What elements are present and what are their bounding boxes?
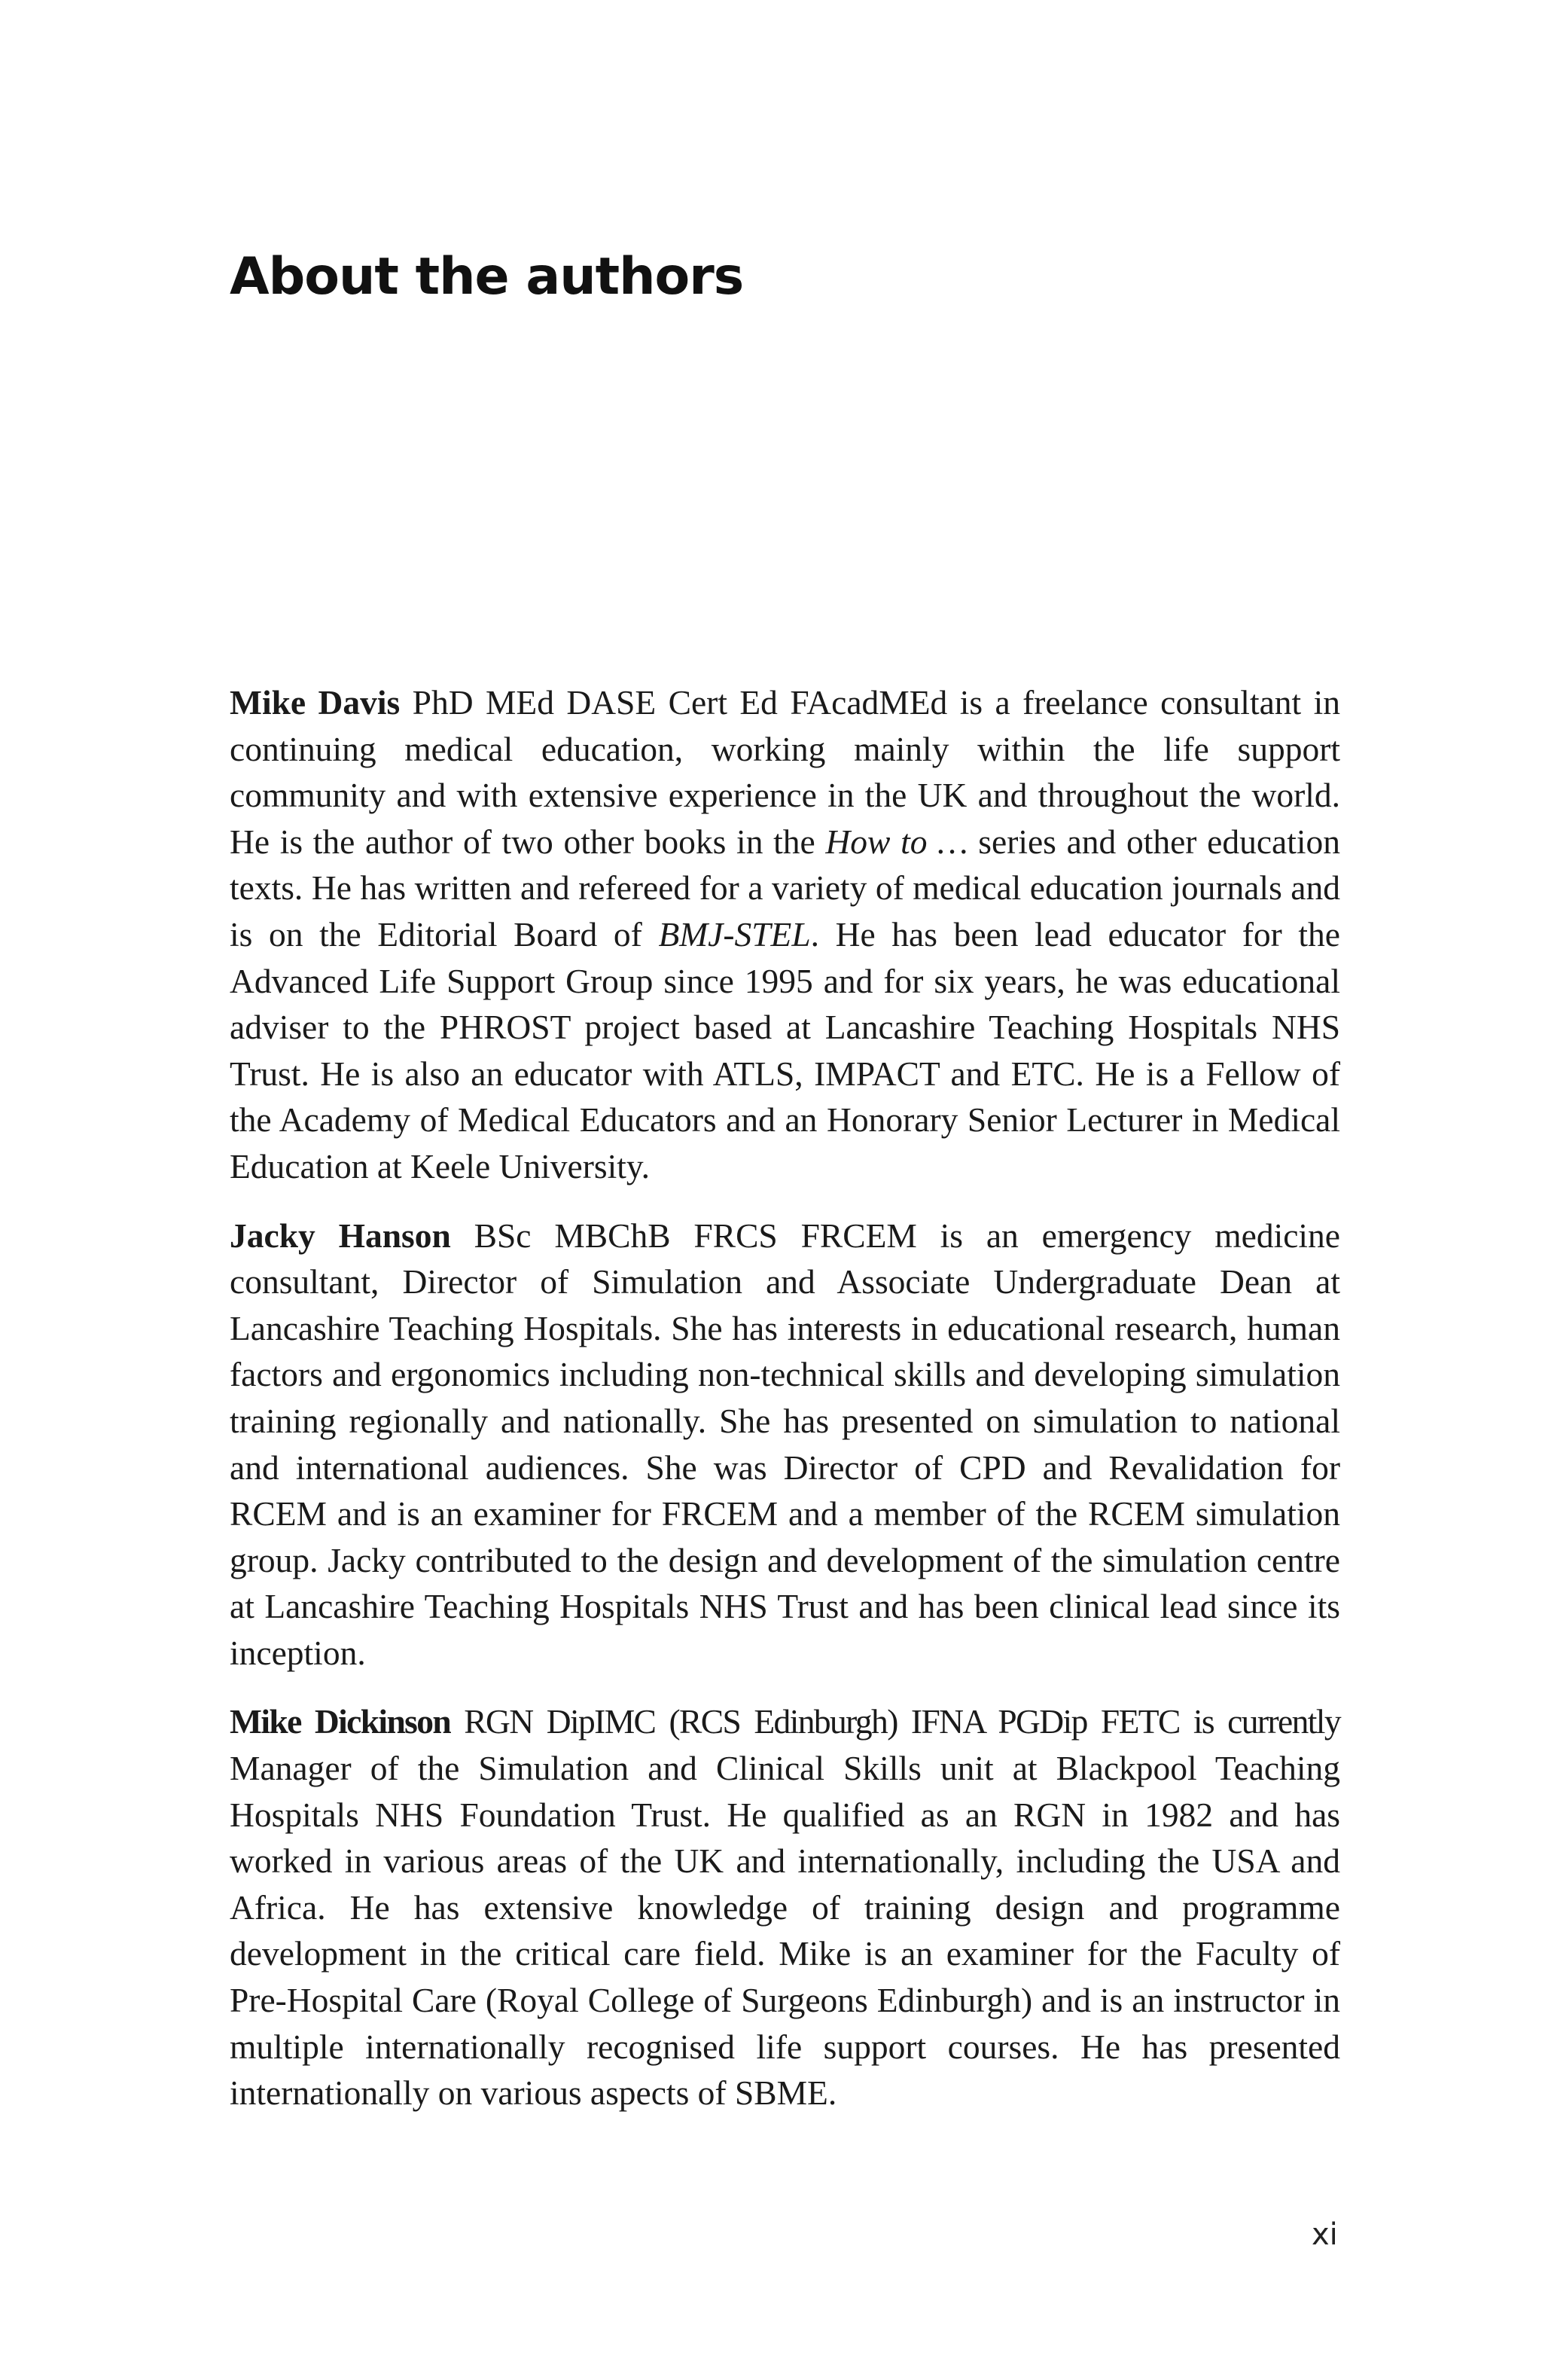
- series-title: How to …: [825, 822, 968, 861]
- page-number: xi: [1312, 2217, 1338, 2252]
- author-name: Mike Davis: [230, 683, 401, 722]
- bio-text: . He has been lead educator for the Advanced Life Support Group since 1995 and for six years, he was educational adviser to the PHROST project based at Lancashire Teaching Hospitals NHS Trust. He is also an educator with ATLS, IMPACT and ETC. He is a Fellow of the Academy of Medical Educators and an Honorary Senior Lecturer in Medical Education at Keele University.: [230, 914, 1340, 1185]
- bio-text: PhD MEd DASE Cert Ed FAcadMEd is a freelance consultant in continuing medical education, working mainly within the life support community and with extensive experience in the UK and throughout the world. He is the author of two other books in the: [230, 683, 1340, 861]
- bio-text: series and other education texts. He has written and refereed for a variety of medical education journals and is on the Editorial Board of: [230, 822, 1340, 954]
- author-bio-jacky-hanson: [230, 1213, 1340, 1677]
- bio-text: Manager of the Simulation and Clinical Skills unit at Blackpool Teaching Hospitals NHS Foundation Trust. He qualified as an RGN in 1982 and has worked in various areas of the UK and internationally, including the USA and Africa. He has extensive knowledge of training design and programme development in the critical care field. Mike is an examiner for the Faculty of Pre-Hospital Care (Royal College of Surgeons Edinburgh) and is an instructor in multiple internationally recognised life support courses. He has presented internationally on various aspects of SBME.: [230, 1749, 1340, 2113]
- author-name: Jacky Hanson: [230, 1216, 451, 1255]
- author-bio-mike-dickinson: [230, 1698, 1340, 2116]
- bio-text: RGN DipIMC (RCS Edinburgh) IFNA PGDip FETC is currently: [450, 1702, 1340, 1741]
- journal-title: BMJ-STEL: [658, 914, 811, 954]
- author-bios: [230, 679, 1340, 2139]
- page-title: About the authors: [230, 247, 744, 307]
- author-name: Mike Dickinson: [230, 1702, 451, 1741]
- bio-first-line: [230, 1702, 1340, 1741]
- bio-text: BSc MBChB FRCS FRCEM is an emergency medicine consultant, Director of Simulation and Associate Undergraduate Dean at Lancashire Teaching Hospitals. She has interests in educational research, human factors and ergonomics including non-technical skills and developing simulation training regionally and nationally. She has presented on simulation to national and international audiences. She was Director of CPD and Revalidation for RCEM and is an examiner for FRCEM and a member of the RCEM simulation group. Jacky contributed to the design and development of the simulation centre at Lancashire Teaching Hospitals NHS Trust and has been clinical lead since its inception.: [230, 1216, 1340, 1672]
- author-bio-mike-davis: [230, 679, 1340, 1190]
